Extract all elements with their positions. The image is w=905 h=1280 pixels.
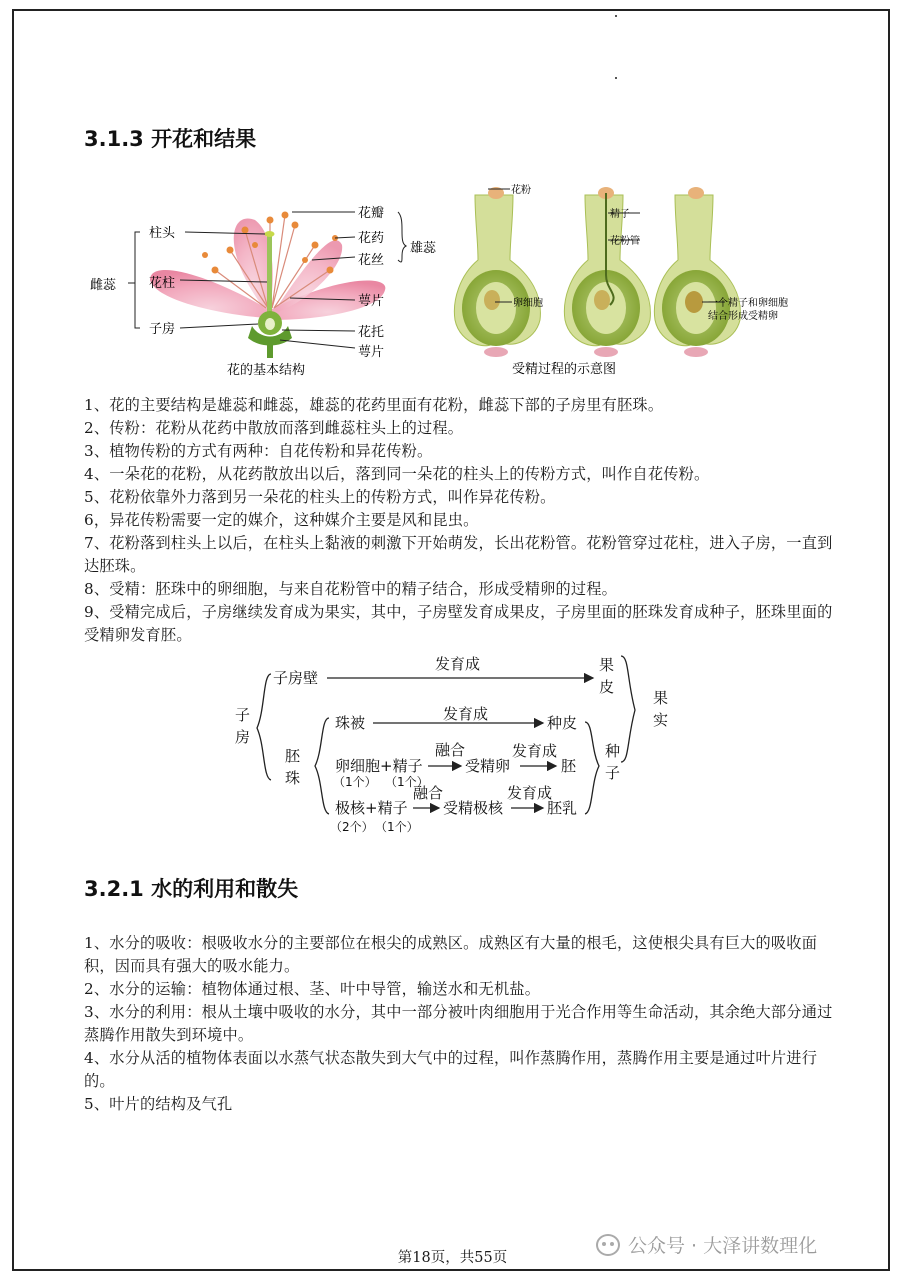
- item-3: 3、植物传粉的方式有两种：自花传粉和异花传粉。: [84, 442, 433, 460]
- fertilization-figure: [440, 180, 810, 380]
- item-4: 4、水分从活的植物体表面以水蒸气状态散失到大气中的过程，叫作蒸腾作用，蒸腾作用主要是通过叶片进行的。: [84, 1049, 818, 1090]
- fruit-char-1: 果: [653, 689, 669, 707]
- fertilized-polar: 受精极核: [443, 799, 504, 817]
- ovule-char-2: 珠: [285, 769, 301, 787]
- label-pollen: 花粉: [511, 185, 531, 196]
- label-sperm: 精子: [610, 209, 630, 220]
- section-heading-321: 3.2.1 水的利用和散失: [84, 877, 299, 901]
- item-3: 3、水分的利用：根从土壤中吸收的水分，其中一部分被叶肉细胞用于光合作用等生命活动，其余绝大部分通过蒸腾作用散失到环境中。: [84, 1003, 833, 1044]
- count-sperm-1: （1个）: [385, 775, 429, 789]
- ovary-wall: 子房壁: [273, 669, 319, 687]
- endosperm: 胚乳: [547, 799, 578, 817]
- label-fuse-2: 结合形成受精卵: [708, 311, 778, 322]
- section2-items: [84, 932, 834, 1116]
- fruit-development-diagram: [225, 650, 685, 840]
- zygote: 受精卵: [465, 757, 511, 775]
- item-2: 2、水分的运输：植物体通过根、茎、叶中导管，输送水和无机盐。: [84, 980, 541, 998]
- seed-coat: 种皮: [547, 714, 578, 732]
- label-pistil: 雌蕊: [90, 278, 117, 293]
- count-sperm-2: （1个）: [375, 820, 419, 834]
- integument: 珠被: [335, 714, 366, 732]
- watermark-text: 公众号 · 大泽讲数理化: [628, 1235, 818, 1257]
- develops-4: 发育成: [507, 784, 553, 802]
- egg-plus-sperm: 卵细胞+精子: [335, 757, 423, 775]
- label-stigma: 柱头: [149, 226, 176, 241]
- section-heading-313: 3.1.3 开花和结果: [84, 127, 257, 151]
- label-ovary: 子房: [149, 322, 176, 337]
- item-8: 8、受精：胚珠中的卵细胞，与来自花粉管中的精子结合，形成受精卵的过程。: [84, 580, 618, 598]
- embryo: 胚: [561, 757, 577, 775]
- pericarp-char-1: 果: [599, 656, 615, 674]
- item-4: 4、一朵花的花粉，从花药散放出以后，落到同一朵花的柱头上的传粉方式，叫作自花传粉。: [84, 465, 710, 483]
- item-5: 5、花粉依靠外力落到另一朵花的柱头上的传粉方式，叫作异花传粉。: [84, 488, 556, 506]
- label-sepal: 萼片: [358, 294, 385, 309]
- item-1: 1、花的主要结构是雄蕊和雌蕊，雄蕊的花药里面有花粉，雌蕊下部的子房里有胚珠。: [84, 396, 664, 414]
- pistil-stage-3: [654, 187, 740, 357]
- flower-structure-figure: [80, 190, 450, 380]
- item-5: 5、叶片的结构及气孔: [84, 1095, 233, 1113]
- ovary-char-2: 房: [235, 728, 251, 746]
- count-polar: （2个）: [330, 820, 374, 834]
- fusion-2: 融合: [413, 784, 444, 802]
- fertilization-caption: 受精过程的示意图: [512, 362, 617, 377]
- label-sepal-2: 萼片: [358, 345, 385, 360]
- label-filament: 花丝: [358, 253, 385, 268]
- item-7: 7、花粉落到柱头上以后，在柱头上黏液的刺激下开始萌发，长出花粉管。花粉管穿过花柱，进入子房，一直到达胚珠。: [84, 534, 833, 575]
- ovary-char-1: 子: [235, 706, 251, 724]
- item-2: 2、传粉：花粉从花药中散放而落到雌蕊柱头上的过程。: [84, 419, 464, 437]
- fusion-1: 融合: [435, 741, 466, 759]
- page-footer: 第18页，共55页: [397, 1250, 508, 1266]
- label-pollen-tube: 花粉管: [610, 236, 640, 247]
- section1-items: [84, 394, 834, 647]
- flower-caption: 花的基本结构: [227, 363, 306, 378]
- pistil-stage-1: [454, 187, 540, 357]
- label-stamen: 雄蕊: [410, 241, 437, 256]
- develops-1: 发育成: [435, 655, 481, 673]
- label-egg: 卵细胞: [513, 298, 543, 309]
- polar-plus-sperm: 极核+精子: [335, 799, 408, 817]
- develops-2: 发育成: [443, 705, 489, 723]
- count-egg: （1个）: [333, 775, 377, 789]
- label-receptacle: 花托: [358, 325, 385, 340]
- speck: [615, 15, 617, 17]
- label-fuse-1: 一个精子和卵细胞: [708, 298, 788, 309]
- label-style: 花柱: [149, 276, 176, 291]
- label-anther: 花药: [358, 231, 385, 246]
- speck: [615, 77, 617, 79]
- develops-3: 发育成: [512, 742, 558, 760]
- label-petal: 花瓣: [358, 206, 385, 221]
- fruit-char-2: 实: [653, 711, 669, 729]
- item-9: 9、受精完成后，子房继续发育成为果实，其中，子房壁发育成果皮，子房里面的胚珠发育成种子，胚珠里面的受精卵发育胚。: [84, 603, 833, 644]
- item-1: 1、水分的吸收：根吸收水分的主要部位在根尖的成熟区。成熟区有大量的根毛，这使根尖具有巨大的吸收面积，因而具有强大的吸水能力。: [84, 934, 818, 975]
- seed-char-2: 子: [605, 764, 621, 782]
- pericarp-char-2: 皮: [599, 678, 615, 696]
- seed-char-1: 种: [605, 742, 621, 760]
- ovule-char-1: 胚: [285, 747, 301, 765]
- item-6: 6，异花传粉需要一定的媒介，这种媒介主要是风和昆虫。: [84, 511, 479, 529]
